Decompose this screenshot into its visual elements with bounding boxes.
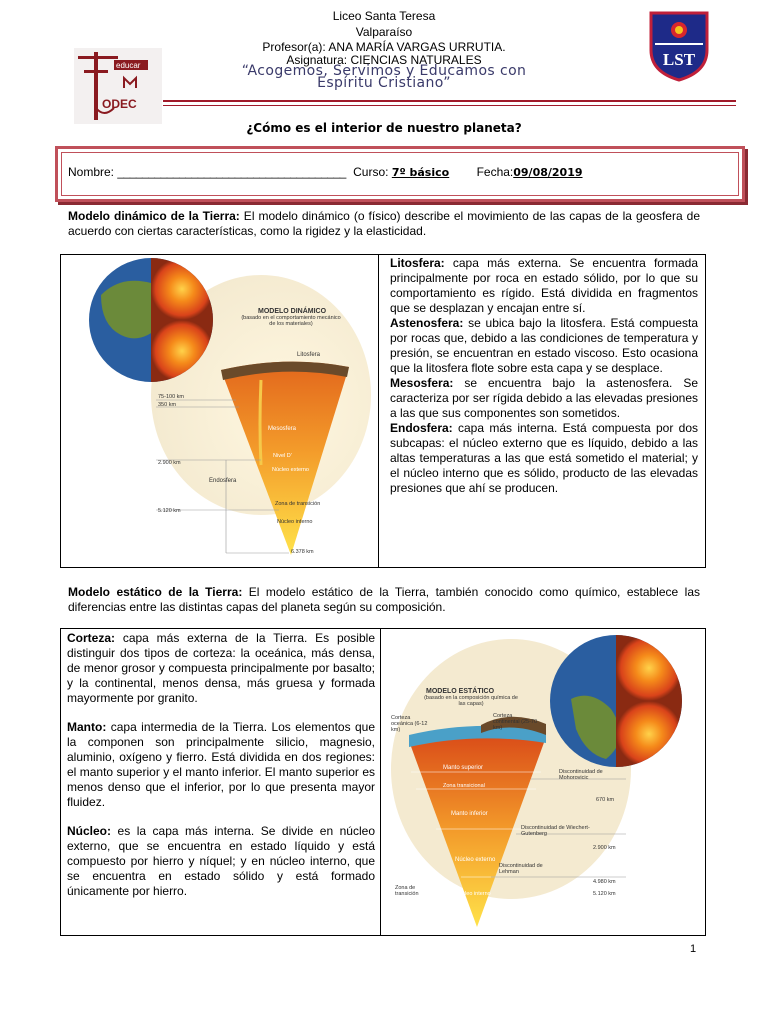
dyn-label-nivel: Nivel D' (273, 453, 292, 459)
nombre-field[interactable]: _____________________________________ (117, 165, 346, 179)
logo-left-sub: ODEC (102, 97, 137, 111)
lst-crest-graphic (648, 10, 710, 82)
sta-disc-leh-wrap (499, 863, 559, 883)
sta-corteza-oc-wrap (391, 715, 431, 735)
page-title: ¿Cómo es el interior de nuestro planeta? (246, 121, 522, 135)
sta-fig-subtitle: (basado en la composición química de las capas) (424, 695, 518, 707)
def-litosfera-term: Litosfera: (390, 256, 445, 270)
nombre-label: Nombre: (68, 165, 115, 179)
dyn-label-km3: 2.900 km (158, 460, 181, 466)
def-corteza-term: Corteza: (67, 631, 116, 645)
sta-label-nucleo-ext: Núcleo externo (455, 857, 496, 863)
def-manto-term: Manto: (67, 720, 107, 734)
lst-crest (648, 10, 710, 82)
def-corteza (67, 631, 375, 706)
sta-label-disc-moho: Discontinuidad de Mohorovicic (559, 769, 603, 781)
motto-line-1: “Acogemos, Servimos y Educamos con (241, 63, 527, 79)
sta-corteza-co-wrap (493, 713, 539, 733)
logo-right-text: LST (662, 50, 696, 69)
def-nucleo (67, 824, 375, 899)
dynamic-intro-text: El modelo dinámico (o físico) describe el movimiento de las capas de la geosfera de acuerdo con ciertas características, como la rigidez y la elasticidad. (68, 209, 700, 238)
def-mesosfera (390, 376, 698, 421)
def-litosfera-text: capa más externa. Se encuentra formada principalmente por roca en estado sólido, por lo que su comportamiento es rígido. Está dividida en fragmentos que se desplazan y encajan entre sí. (390, 256, 698, 315)
odec-logo-graphic (74, 48, 162, 124)
def-endosfera-term: Endosfera: (390, 421, 453, 435)
def-nucleo-term: Núcleo: (67, 824, 112, 838)
dyn-label-nucleo-int: Núcleo interno (277, 519, 313, 525)
def-endosfera (390, 421, 698, 496)
def-astenosfera-text: se ubica bajo la litosfera. Está compuesta por rocas que, debido a las condiciones de temperatura y presión, se encuentran en estado viscoso. Esto ocasiona que la litosfera flote sobre esta capa y se desplace. (390, 316, 698, 375)
static-figure-cell (380, 628, 706, 936)
def-mesosfera-term: Mesosfera: (390, 376, 454, 390)
dyn-label-km1: 75-100 km (158, 394, 184, 400)
static-intro-text: El modelo estático de la Tierra, también conocido como químico, establece las diferencias entre las distintas capas del planeta según su composición. (68, 585, 700, 614)
def-corteza-text: capa más externa de la Tierra. Es posible distinguir dos tipos de corteza: la oceánica, más densa, de menor grosor y compuesta principalmente por basalto; y la continental, menos densa, más gruesa y formada mayormente por granito. (67, 631, 375, 705)
dynamic-intro-bold: Modelo dinámico de la Tierra: (68, 209, 240, 223)
teacher-line: Profesor(a): ANA MARÍA VARGAS URRUTIA. (262, 40, 506, 54)
sta-label-km670: 670 km (596, 797, 615, 803)
sta-label-corteza-oc: Corteza oceánica (6-12 km) (391, 715, 428, 733)
sta-label-zona-t: Zona de transición (395, 885, 419, 897)
spacer (67, 810, 375, 824)
def-manto-text: capa intermedia de la Tierra. Los elementos que la componen son principalmente silicio, magnesio, aluminio, oxígeno y fierro. Está dividida en dos regiones: el manto superior y el manto inferior. El manto superior es menos denso que el inferior, por lo que presenta mayor fluidez. (67, 720, 375, 809)
subject-line: Asignatura: CIENCIAS NATURALES (286, 53, 482, 67)
sta-label-km5120: 5.120 km (593, 891, 616, 897)
sta-label-disc-leh: Discontinuidad de Lehman (499, 863, 543, 875)
curso-label: Curso: (353, 165, 389, 179)
dyn-label-km2: 350 km (158, 402, 177, 408)
sta-label-km4980: 4.980 km (593, 879, 616, 885)
sta-label-disc-wg: Discontinuidad de Wiechert-Gutenberg (521, 825, 590, 837)
page-number: 1 (690, 943, 697, 955)
student-info-row (68, 165, 583, 179)
dyn-label-mesosfera: Mesosfera (268, 426, 297, 432)
dynamic-model-intro (68, 209, 700, 239)
dyn-label-endosfera: Endosfera (209, 478, 237, 484)
dyn-fig-subtitle-wrap (241, 315, 341, 339)
header-rule-bottom (163, 105, 736, 106)
sta-disc-wg-wrap (521, 825, 611, 845)
static-model-intro (68, 585, 700, 615)
curso-value: 7º básico (391, 166, 450, 179)
motto-line-2: Espíritu Cristiano” (317, 75, 451, 91)
static-text-cell (60, 628, 381, 936)
dyn-label-zona: Zona de transición (275, 501, 321, 507)
sta-label-km2900: 2.900 km (593, 845, 616, 851)
dynamic-text-cell (378, 254, 706, 568)
logo-left-text: educar (116, 61, 141, 70)
school-city: Valparaíso (355, 25, 413, 39)
def-astenosfera (390, 316, 698, 376)
sta-label-manto-sup: Manto superior (443, 765, 484, 771)
dynamic-definitions (390, 256, 698, 496)
dyn-label-litosfera: Litosfera (297, 352, 321, 358)
def-manto (67, 720, 375, 810)
def-astenosfera-term: Astenosfera: (390, 316, 464, 330)
fecha-value: 09/08/2019 (513, 166, 583, 179)
sta-fig-title: MODELO ESTÁTICO (426, 688, 495, 695)
static-model-figure (381, 629, 705, 935)
dynamic-model-figure (61, 255, 379, 567)
dynamic-figure-cell (60, 254, 379, 568)
dyn-label-km4: 5.120 km (158, 508, 181, 514)
sta-nucleo-int-wrap (453, 891, 493, 911)
spacer (67, 706, 375, 720)
static-intro-bold: Modelo estático de la Tierra: (68, 585, 243, 599)
student-info-box (55, 146, 745, 202)
dyn-fig-subtitle: (basado en el comportamiento mecánico de los materiales) (241, 315, 341, 327)
sta-zona-t-wrap (395, 885, 439, 905)
sta-label-zona-trans: Zona transicional (443, 783, 485, 789)
def-mesosfera-text: se encuentra bajo la astenosfera. Se caracteriza por ser rígida debido a las elevadas presiones a las que sus componentes son sometidos. (390, 376, 698, 420)
fecha-label: Fecha: (476, 165, 514, 179)
static-definitions (67, 631, 375, 899)
dyn-fig-title: MODELO DINÁMICO (258, 308, 327, 315)
school-name: Liceo Santa Teresa (332, 9, 436, 23)
sta-label-manto-inf: Manto inferior (451, 811, 488, 817)
sta-label-nucleo-int: Núcleo interno (455, 891, 491, 897)
header-rule-top (163, 100, 736, 102)
odec-logo (74, 48, 162, 124)
def-litosfera (390, 256, 698, 316)
def-endosfera-text: capa más interna. Está compuesta por dos subcapas: el núcleo externo que es líquido, debido a las altas temperaturas a las que está sometido el material; y el núcleo interno que es sólido, producto de las elevadas presiones que ahí se producen. (390, 421, 698, 495)
sta-label-corteza-co: Corteza continental (25-70 km) (493, 713, 538, 731)
def-nucleo-text: es la capa más interna. Se divide en núcleo externo, que se encuentra en estado líquido y está compuesto por hierro y níquel; y en núcleo interno, que se encuentra en estado sólido y está formado únicamente por hierro. (67, 824, 375, 898)
dyn-label-nucleo-ext: Núcleo externo (272, 467, 309, 473)
dyn-label-km5: 6.378 km (291, 549, 314, 555)
sta-disc-moho-wrap (559, 769, 619, 789)
